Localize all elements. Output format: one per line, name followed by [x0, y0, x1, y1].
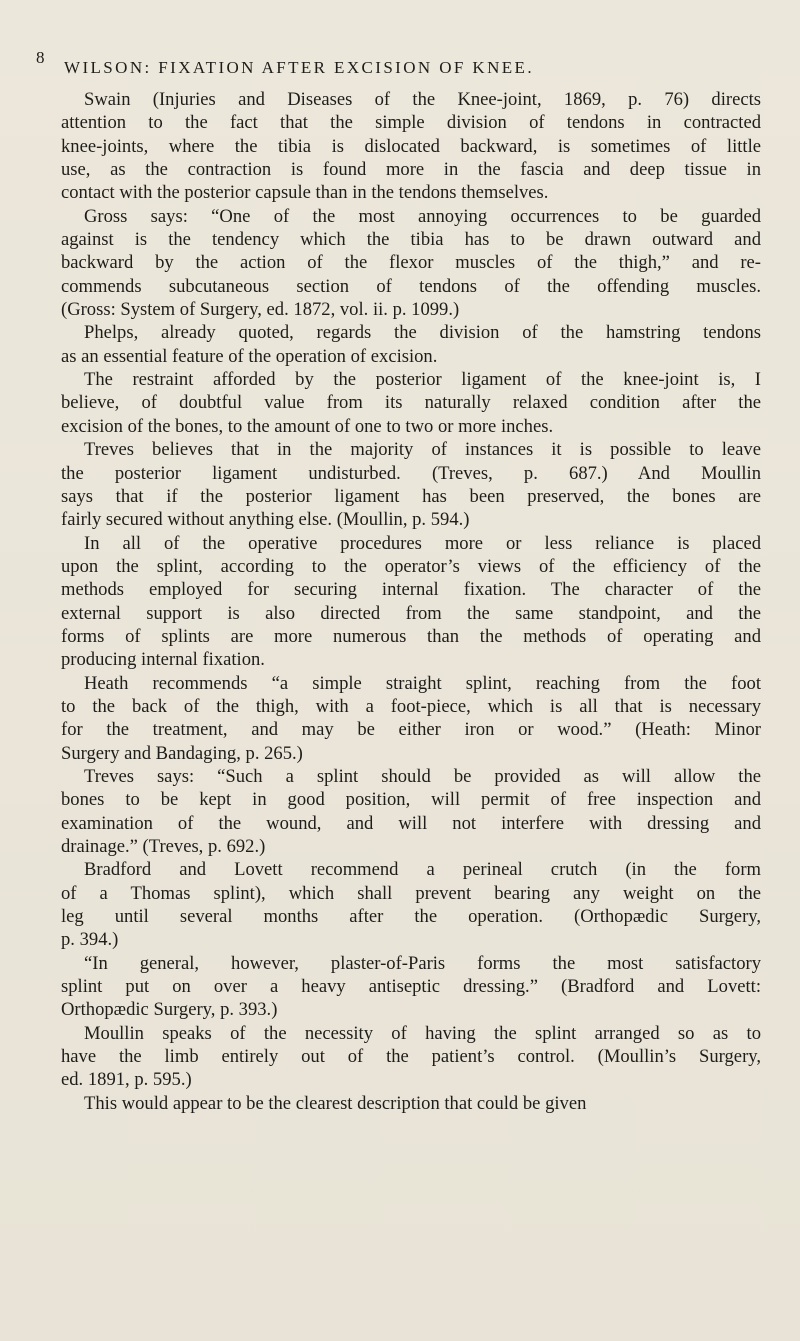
text-line: the posterior ligament undisturbed. (Treves, p. 687.) And Moullin: [61, 462, 761, 484]
text-line: Gross says: “One of the most annoying occurrences to be guarded: [84, 205, 761, 227]
text-line: contact with the posterior capsule than in the tendons themselves.: [61, 182, 549, 204]
text-line: excision of the bones, to the amount of one to two or more inches.: [61, 415, 554, 437]
text-line: methods employed for securing internal fixation. The character of the: [61, 579, 761, 601]
text-line: backward by the action of the flexor muscles of the thigh,” and re-: [61, 252, 761, 274]
text-line: attention to the fact that the simple division of tendons in contracted: [61, 112, 761, 134]
text-line: knee-joints, where the tibia is dislocated backward, is sometimes of little: [61, 135, 761, 157]
page-number: 8: [36, 48, 47, 67]
text-line: believe, of doubtful value from its naturally relaxed condition after the: [61, 392, 761, 414]
text-line: commends subcutaneous section of tendons of the offending muscles.: [61, 275, 761, 297]
text-line: leg until several months after the operation. (Orthopædic Surgery,: [61, 906, 761, 928]
text-line: The restraint afforded by the posterior ligament of the knee-joint is, I: [84, 369, 761, 391]
text-line: to the back of the thigh, with a foot-piece, which is all that is necessary: [61, 695, 761, 717]
text-line: drainage.” (Treves, p. 692.): [61, 836, 266, 857]
text-line: against is the tendency which the tibia has to be drawn outward and: [61, 229, 761, 251]
text-line: Phelps, already quoted, regards the division of the hamstring tendons: [84, 322, 761, 344]
running-title: WILSON: FIXATION AFTER EXCISION OF KNEE.: [64, 58, 534, 77]
text-line: use, as the contraction is found more in the fascia and deep tissue in: [61, 159, 761, 181]
text-line: Heath recommends “a simple straight splint, reaching from the foot: [84, 672, 761, 694]
text-line: for the treatment, and may be either iron or wood.” (Heath: Minor: [61, 719, 761, 741]
text-line: Moullin speaks of the necessity of having the splint arranged so as to: [84, 1022, 761, 1044]
text-line: as an essential feature of the operation of excision.: [61, 345, 438, 367]
text-line: upon the splint, according to the operator’s views of the efficiency of the: [61, 555, 761, 577]
body-text: [61, 88, 761, 1114]
text-line: Swain (Injuries and Diseases of the Knee-joint, 1869, p. 76) directs: [84, 89, 761, 110]
text-line: says that if the posterior ligament has been preserved, the bones are: [61, 485, 761, 507]
text-line: This would appear to be the clearest description that could be given: [84, 1092, 587, 1114]
text-line: “In general, however, plaster-of-Paris forms the most satisfactory: [84, 952, 761, 974]
text-line: splint put on over a heavy antiseptic dressing.” (Bradford and Lovett:: [61, 976, 761, 998]
text-line: Surgery and Bandaging, p. 265.): [61, 742, 303, 764]
text-line: forms of splints are more numerous than the methods of operating and: [61, 625, 761, 647]
text-line: producing internal fixation.: [61, 649, 265, 671]
text-line: ed. 1891, p. 595.): [61, 1069, 192, 1091]
text-line: p. 394.): [61, 929, 119, 951]
page-header: [36, 48, 776, 82]
text-line: (Gross: System of Surgery, ed. 1872, vol. ii. p. 1099.): [61, 299, 460, 321]
text-line: Orthopædic Surgery, p. 393.): [61, 999, 278, 1021]
text-line: fairly secured without anything else. (Moullin, p. 594.): [61, 509, 470, 531]
text-line: external support is also directed from the same standpoint, and the: [61, 602, 761, 624]
text-line: of a Thomas splint), which shall prevent bearing any weight on the: [61, 882, 761, 904]
text-line: examination of the wound, and will not interfere with dressing and: [61, 812, 761, 834]
text-line: Treves says: “Such a splint should be provided as will allow the: [84, 765, 761, 787]
text-line: bones to be kept in good position, will permit of free inspection and: [61, 789, 761, 811]
text-line: have the limb entirely out of the patient’s control. (Moullin’s Surgery,: [61, 1046, 761, 1068]
text-line: Treves believes that in the majority of instances it is possible to leave: [84, 439, 761, 461]
text-line: Bradford and Lovett recommend a perineal crutch (in the form: [84, 859, 761, 881]
text-line: In all of the operative procedures more or less reliance is placed: [84, 532, 761, 554]
